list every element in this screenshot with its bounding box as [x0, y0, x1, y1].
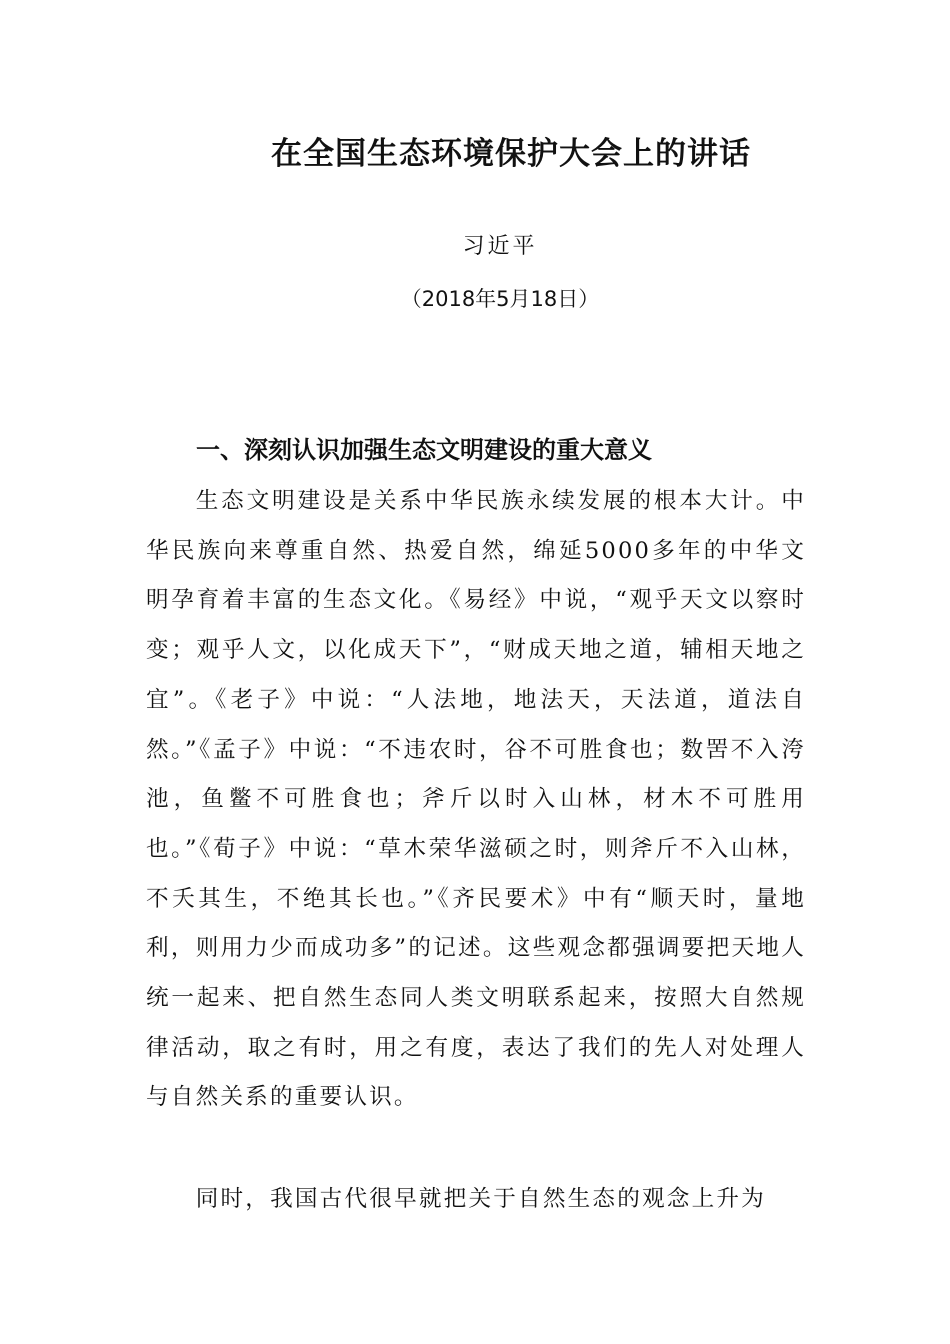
speech-date: （2018年5月18日）	[400, 287, 600, 311]
body-paragraph-2: 同时，我国古代很早就把关于自然生态的观念上升为	[195, 1186, 766, 1212]
section-heading: 一、深刻认识加强生态文明建设的重大意义	[196, 436, 652, 464]
document-title: 在全国生态环境保护大会上的讲话	[271, 136, 751, 172]
body-paragraph-1: 生态文明建设是关系中华民族永续发展的根本大计。中华民族向来尊重自然、热爱自然，绵延5000多年的中华文明孕育着丰富的生态文化。《易经》中说，“观乎天文以察时变；观乎人文，以化成天下”，“财成天地之道，辅相天地之宜”。《老子》中说：“人法地，地法天，天法道，道法自然。”《孟子》中说：“不违农时，谷不可胜食也；数罟不入洿池，鱼鳖不可胜食也；斧斤以时入山林，材木不可胜用也。”《荀子》中说：“草木荣华滋硕之时，则斧斤不入山林，不夭其生，不绝其长也。”《齐民要术》中有“顺天时，量地利，则用力少而成功多”的记述。这些观念都强调要把天地人统一起来、把自然生态同人类文明联系起来，按照大自然规律活动，取之有时，用之有度，表达了我们的先人对处理人与自然关系的重要认识。	[146, 488, 806, 1111]
author-name: 习近平	[462, 234, 538, 259]
